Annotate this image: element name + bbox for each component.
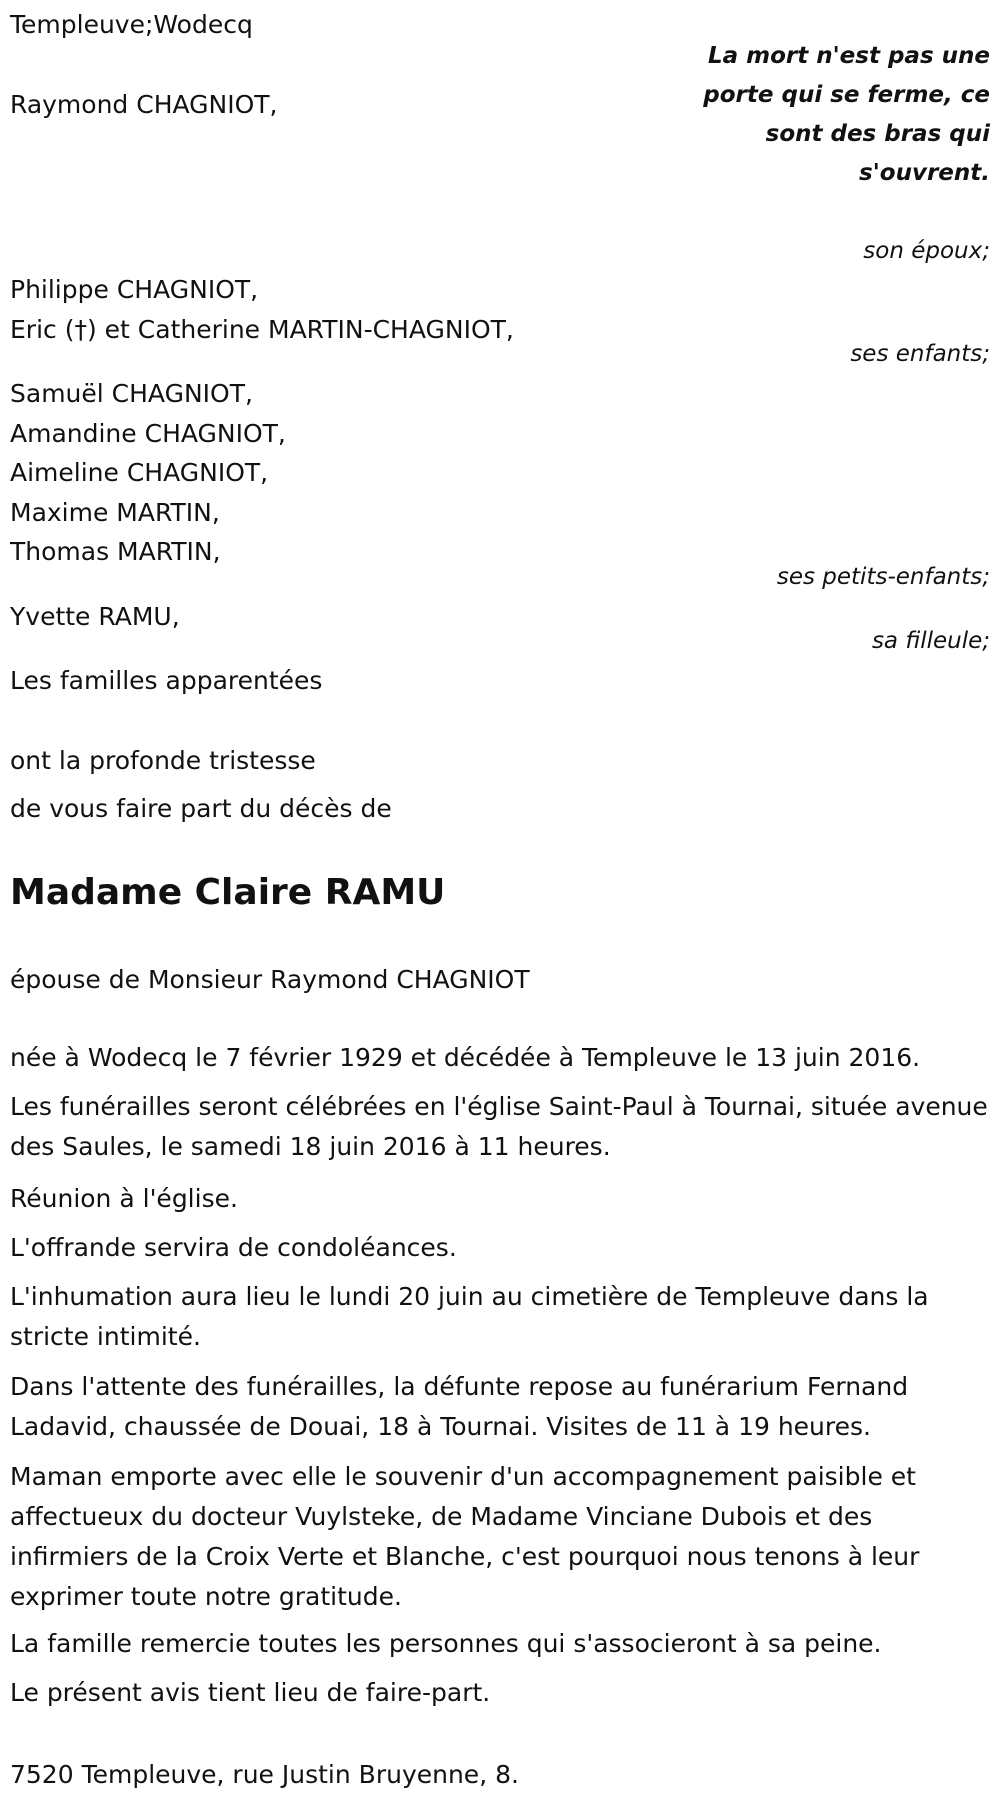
announcement-line: de vous faire part du décès de <box>10 794 392 823</box>
funeral-paragraph: Les funérailles seront célébrées en l'église Saint-Paul à Tournai, située avenue des Saules, le samedi 18 juin 2016 à 11 heures. <box>10 1092 988 1161</box>
grandchildren-relation: ses petits-enfants; <box>776 564 990 590</box>
funerarium-paragraph: Dans l'attente des funérailles, la défunte repose au funérarium Fernand Ladavid, chaussée de Douai, 18 à Tournai. Visites de 11 à 19 heures. <box>10 1372 909 1441</box>
location-header: Templeuve;Wodecq <box>10 10 253 39</box>
grandchild-name: Thomas MARTIN, <box>10 537 221 566</box>
families-line: Les familles apparentées <box>10 666 323 695</box>
goddaughter-relation: sa filleule; <box>871 628 990 654</box>
spouse-name: Raymond CHAGNIOT, <box>10 90 278 119</box>
thanks-line: La famille remercie toutes les personnes qui s'associeront à sa peine. <box>10 1629 882 1658</box>
grandchild-name: Maxime MARTIN, <box>10 498 220 527</box>
child-name: Eric (†) et Catherine MARTIN-CHAGNIOT, <box>10 315 514 344</box>
deceased-name: Madame Claire RAMU <box>10 872 446 913</box>
burial-paragraph: L'inhumation aura lieu le lundi 20 juin au cimetière de Templeuve dans la stricte intimité. <box>10 1282 929 1351</box>
offering-line: L'offrande servira de condoléances. <box>10 1233 457 1262</box>
birth-death-line: née à Wodecq le 7 février 1929 et décédée à Templeuve le 13 juin 2016. <box>10 1043 921 1072</box>
deceased-spouse-line: épouse de Monsieur Raymond CHAGNIOT <box>10 965 530 994</box>
grandchild-name: Amandine CHAGNIOT, <box>10 419 286 448</box>
goddaughter-name: Yvette RAMU, <box>10 602 180 631</box>
grandchild-name: Aimeline CHAGNIOT, <box>10 458 269 487</box>
gratitude-paragraph: Maman emporte avec elle le souvenir d'un accompagnement paisible et affectueux du docteur Vuylsteke, de Madame Vinciane Dubois et des infirmiers de la Croix Verte et Blanche, c'est pourquoi nous tenons à leur exprimer toute notre gratitude. <box>10 1462 920 1611</box>
quote-text: La mort n'est pas une porte qui se ferme, ce sont des bras qui s'ouvrent. <box>703 43 990 186</box>
grandchild-name: Samuël CHAGNIOT, <box>10 379 253 408</box>
address-line: 7520 Templeuve, rue Justin Bruyenne, 8. <box>10 1760 519 1789</box>
spouse-relation: son époux; <box>863 238 990 264</box>
children-relation: ses enfants; <box>850 341 990 367</box>
announcement-line: ont la profonde tristesse <box>10 746 316 775</box>
notice-line: Le présent avis tient lieu de faire-part. <box>10 1678 491 1707</box>
child-name: Philippe CHAGNIOT, <box>10 275 259 304</box>
meeting-line: Réunion à l'église. <box>10 1184 238 1213</box>
